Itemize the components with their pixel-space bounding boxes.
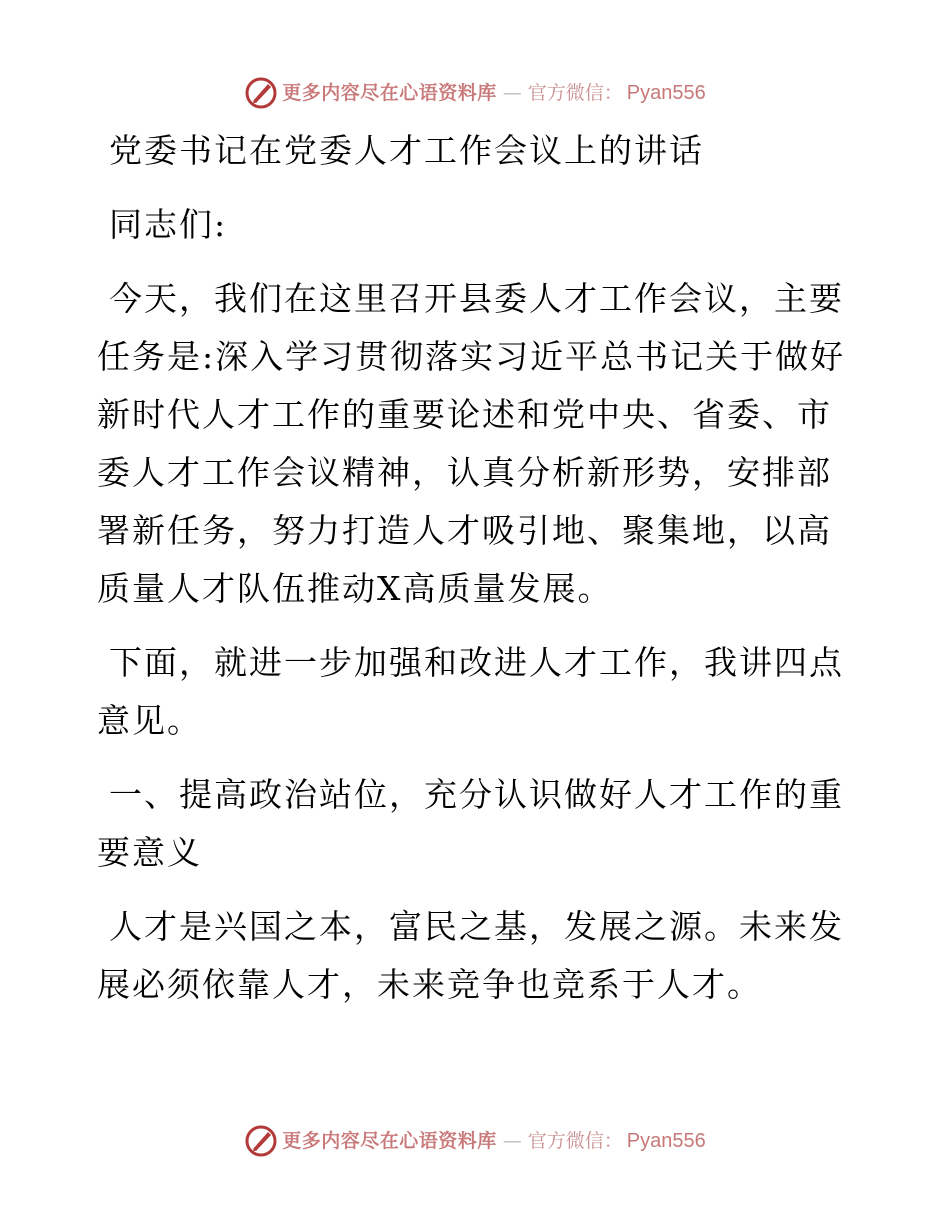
paragraph: 下面，就进一步加强和改进人才工作，我讲四点意见。 (97, 643, 844, 740)
section-heading: 一、提高政治站位，充分认识做好人才工作的重要意义 (97, 775, 844, 872)
document-title: 党委书记在党委人才工作会议上的讲话 (109, 131, 704, 170)
footer-banner (0, 1124, 950, 1158)
document-body (97, 122, 857, 1030)
banner-contact-id: Pyan556 (626, 82, 706, 104)
banner-separator: — (502, 82, 522, 104)
paragraph: 今天，我们在这里召开县委人才工作会议，主要任务是:深入学习贯彻落实习近平总书记关于做好新时代人才工作的重要论述和党中央、省委、市委人才工作会议精神，认真分析新形势，安排部署新任务，努力打造人才吸引地、聚集地，以高质量人才队伍推动X高质量发展。 (97, 279, 846, 608)
paragraph: 人才是兴国之本，富民之基，发展之源。未来发展必须依靠人才，未来竞争也竞系于人才。 (97, 907, 844, 1004)
quill-pen-logo-icon (244, 1124, 278, 1158)
banner-contact-label: 官方微信： (527, 82, 623, 104)
banner-text: 更多内容尽在心语资料库 (282, 1130, 497, 1152)
banner-contact-id: Pyan556 (626, 1130, 706, 1152)
quill-pen-logo-icon (244, 76, 278, 110)
banner-separator: — (502, 1130, 522, 1152)
header-banner (0, 76, 950, 110)
document-salutation: 同志们: (109, 205, 228, 244)
banner-contact-label: 官方微信： (527, 1130, 623, 1152)
banner-text: 更多内容尽在心语资料库 (282, 82, 497, 104)
